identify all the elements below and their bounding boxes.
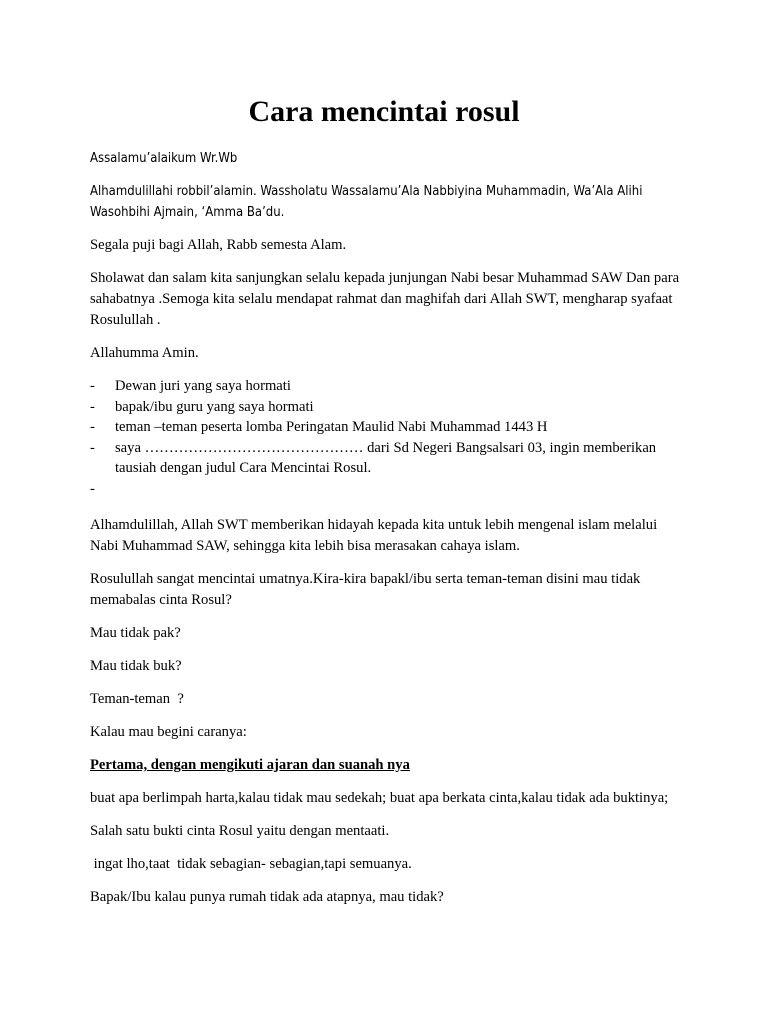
bukti-paragraph: Salah satu bukti cinta Rosul yaitu dengan mentaati.	[90, 823, 390, 839]
harta-paragraph: buat apa berlimpah harta,kalau tidak mau sedekah; buat apa berkata cinta,kalau tidak ada buktinya;	[90, 790, 669, 806]
bullet-dash: -	[90, 419, 95, 435]
ingat-paragraph: ingat lho,taat tidak sebagian- sebagian,tapi semuanya.	[90, 856, 412, 872]
list-item	[90, 417, 680, 438]
list-item-text: bapak/ibu guru yang saya hormati	[115, 398, 314, 415]
question-buk: Mau tidak buk?	[90, 658, 182, 674]
list-item	[90, 438, 680, 479]
list-item-text	[115, 481, 119, 497]
list-item	[90, 376, 680, 397]
bullet-dash: -	[90, 398, 95, 415]
document-body	[90, 148, 680, 920]
list-item	[90, 397, 680, 418]
list-item-text: Dewan juri yang saya hormati	[115, 378, 291, 394]
bullet-dash: -	[90, 378, 95, 394]
greeting-paragraph: Assalamu’alaikum Wr.Wb	[90, 151, 238, 166]
audience-list	[90, 376, 680, 499]
hidayah-paragraph: Alhamdulillah, Allah SWT memberikan hidayah kepada kita untuk lebih mengenal islam melalui Nabi Muhammad SAW, sehingga kita lebih bisa merasakan cahaya islam.	[90, 517, 658, 554]
document-title: Cara mencintai rosul	[248, 95, 520, 128]
bullet-dash: -	[90, 439, 95, 456]
amin-paragraph: Allahumma Amin.	[90, 345, 199, 361]
opening-paragraph: Alhamdulillahi robbil’alamin. Wassholatu Wassalamu’Ala Nabbiyina Muhammadin, Wa’Ala Alihi Wasohbihi Ajmain, ‘Amma Ba’du.	[90, 184, 643, 220]
section-heading: Pertama, dengan mengikuti ajaran dan suanah nya	[90, 757, 410, 773]
rosul-paragraph: Rosulullah sangat mencintai umatnya.Kira-kira bapakl/ibu serta teman-teman disini mau tidak memabalas cinta Rosul?	[90, 571, 641, 608]
rumah-paragraph: Bapak/Ibu kalau punya rumah tidak ada atapnya, mau tidak?	[90, 889, 444, 905]
sholawat-paragraph: Sholawat dan salam kita sanjungkan selalu kepada junjungan Nabi besar Muhammad SAW Dan para sahabatnya .Semoga kita selalu mendapat rahmat dan maghifah dari Allah SWT, mengharap syafaat Rosulullah .	[90, 270, 680, 328]
question-teman: Teman-teman ?	[90, 691, 184, 707]
question-pak: Mau tidak pak?	[90, 625, 181, 641]
bullet-dash: -	[90, 480, 95, 497]
caranya-paragraph: Kalau mau begini caranya:	[90, 724, 247, 740]
list-item	[90, 479, 680, 500]
list-item-text: saya ……………………………………… dari Sd Negeri Bangsalsari 03, ingin memberikan tausiah dengan judul Cara Mencintai Rosul.	[115, 439, 657, 476]
list-item-text: teman –teman peserta lomba Peringatan Maulid Nabi Muhammad 1443 H	[115, 419, 548, 435]
praise-paragraph: Segala puji bagi Allah, Rabb semesta Alam.	[90, 237, 347, 253]
